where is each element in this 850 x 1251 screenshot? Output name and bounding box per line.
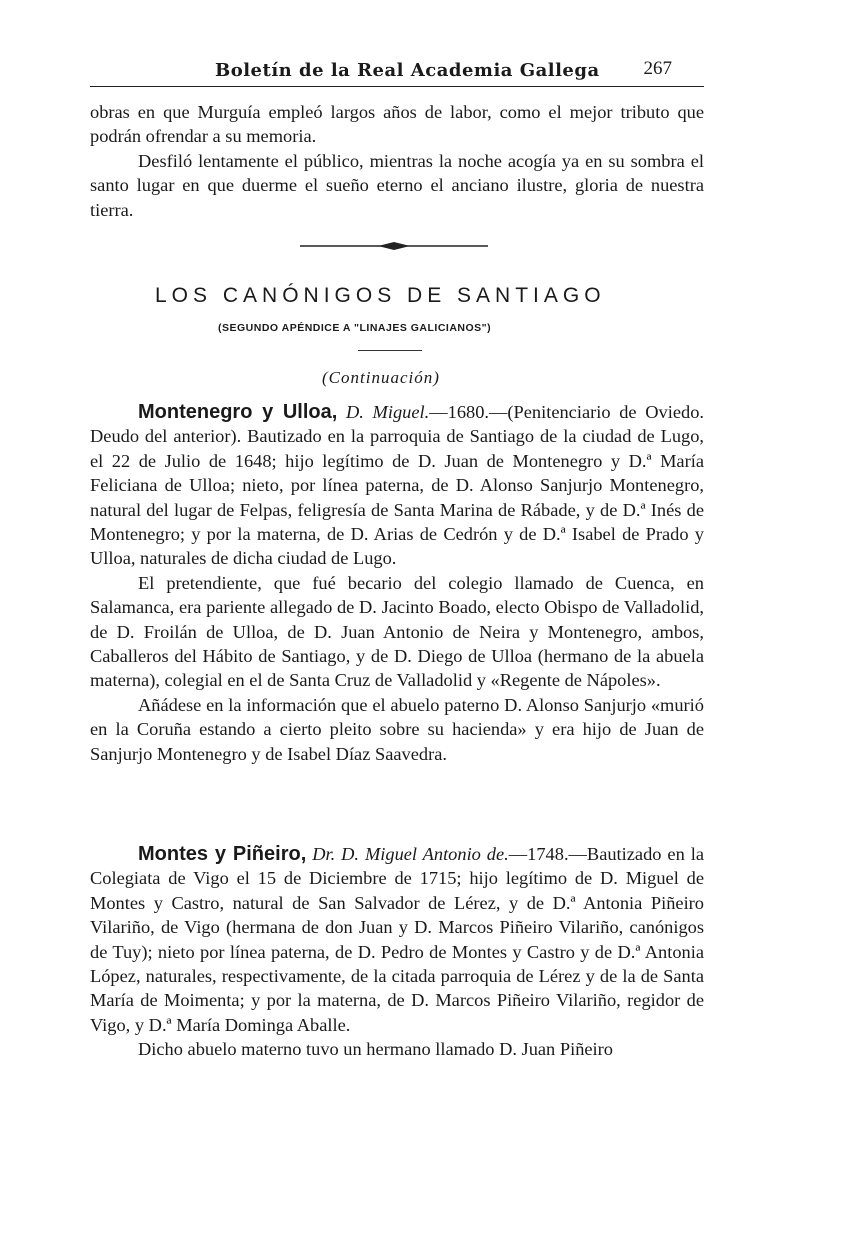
short-rule xyxy=(358,350,422,351)
running-head xyxy=(90,56,704,87)
entry-paragraph xyxy=(90,400,704,571)
intro-paragraph-2: Desfiló lentamente el público, mientras la noche acogía ya en su sombra el santo lugar en que duerme el sueño eterno el anciano ilustre, gloria de nuestra tierra. xyxy=(90,150,704,220)
continuation-label: (Continuación) xyxy=(322,368,440,387)
section-divider-ornament xyxy=(300,240,488,252)
section-subtitle: (SEGUNDO APÉNDICE A "LINAJES GALICIANOS") xyxy=(218,322,492,334)
entry-surname: Montes y Piñeiro, xyxy=(138,843,307,865)
entry-paragraph-3: Añádese en la información que el abuelo paterno D. Alonso Sanjurjo «murió en la Coruña estando a cierto pleito sobre su hacienda» y era hijo de Juan de Sanjurjo Montenegro y de Isabel Díaz Saavedra. xyxy=(90,694,704,764)
entry-surname: Montenegro y Ulloa, xyxy=(138,401,338,423)
page-number: 267 xyxy=(643,58,672,79)
journal-title: Boletín de la Real Academia Gallega xyxy=(215,60,600,81)
entry-montenegro xyxy=(90,400,704,766)
entry-paragraph-2: Dicho abuelo materno tuvo un hermano llamado D. Juan Piñeiro xyxy=(138,1039,613,1060)
entry-montes xyxy=(90,842,704,1062)
section-title: LOS CANÓNIGOS DE SANTIAGO xyxy=(155,284,606,307)
intro-text xyxy=(90,100,704,222)
entry-text: —1748.—Bautizado en la Colegiata de Vigo el 15 de Diciembre de 1715; hijo legítimo de D. Miguel de Montes y Castro, natural de San Salvador de Lérez, y de D.ª Antonia Piñeiro Vilariño, de Vigo (hermana de don Juan y D. Marcos Piñeiro Vilariño, canónigos de Tuy); nieto por línea paterna, de D. Pedro de Montes y Castro y de D.ª Antonia López, naturales, respectivamente, de la citada parroquia de Lérez y de la de Santa María de Moimenta; y por la materna, de D. Marcos Piñeiro Vilariño, regidor de Vigo, y D.ª María Dominga Aballe. xyxy=(90,844,704,1035)
entry-paragraph-2: El pretendiente, que fué becario del colegio llamado de Cuenca, en Salamanca, era pariente allegado de D. Jacinto Boado, electo Obispo de Valladolid, de D. Froilán de Ulloa, de D. Juan Antonio de Neira y Montenegro, ambos, Caballeros del Hábito de Santiago, y de D. Diego de Ulloa (hermano de la abuela materna), colegial en el de Santa Cruz de Valladolid y «Regente de Nápoles». xyxy=(90,572,704,691)
entry-text: —1680.—(Penitenciario de Oviedo. Deudo del anterior). Bautizado en la parroquia de Santiago de la ciudad de Lugo, el 22 de Julio de 1648; hijo legítimo de D. Juan de Montenegro y D.ª María Feliciana de Ulloa; nieto, por línea paterna, de D. Alonso Sanjurjo Montenegro, natural del lugar de Felpas, feligresía de Santa Marina de Rábade, y de D.ª Inés de Montenegro; y por la materna, de D. Arias de Cedrón y de D.ª Isabel de Prado y Ulloa, naturales de dicha ciudad de Lugo. xyxy=(90,402,704,569)
entry-paragraph xyxy=(90,842,704,1037)
entry-name: D. Miguel. xyxy=(345,402,430,422)
entry-name: Dr. D. Miguel Antonio de. xyxy=(312,844,509,864)
intro-paragraph-1: obras en que Murguía empleó largos años de labor, como el mejor tributo que podrán ofrendar a su memoria. xyxy=(90,102,704,147)
